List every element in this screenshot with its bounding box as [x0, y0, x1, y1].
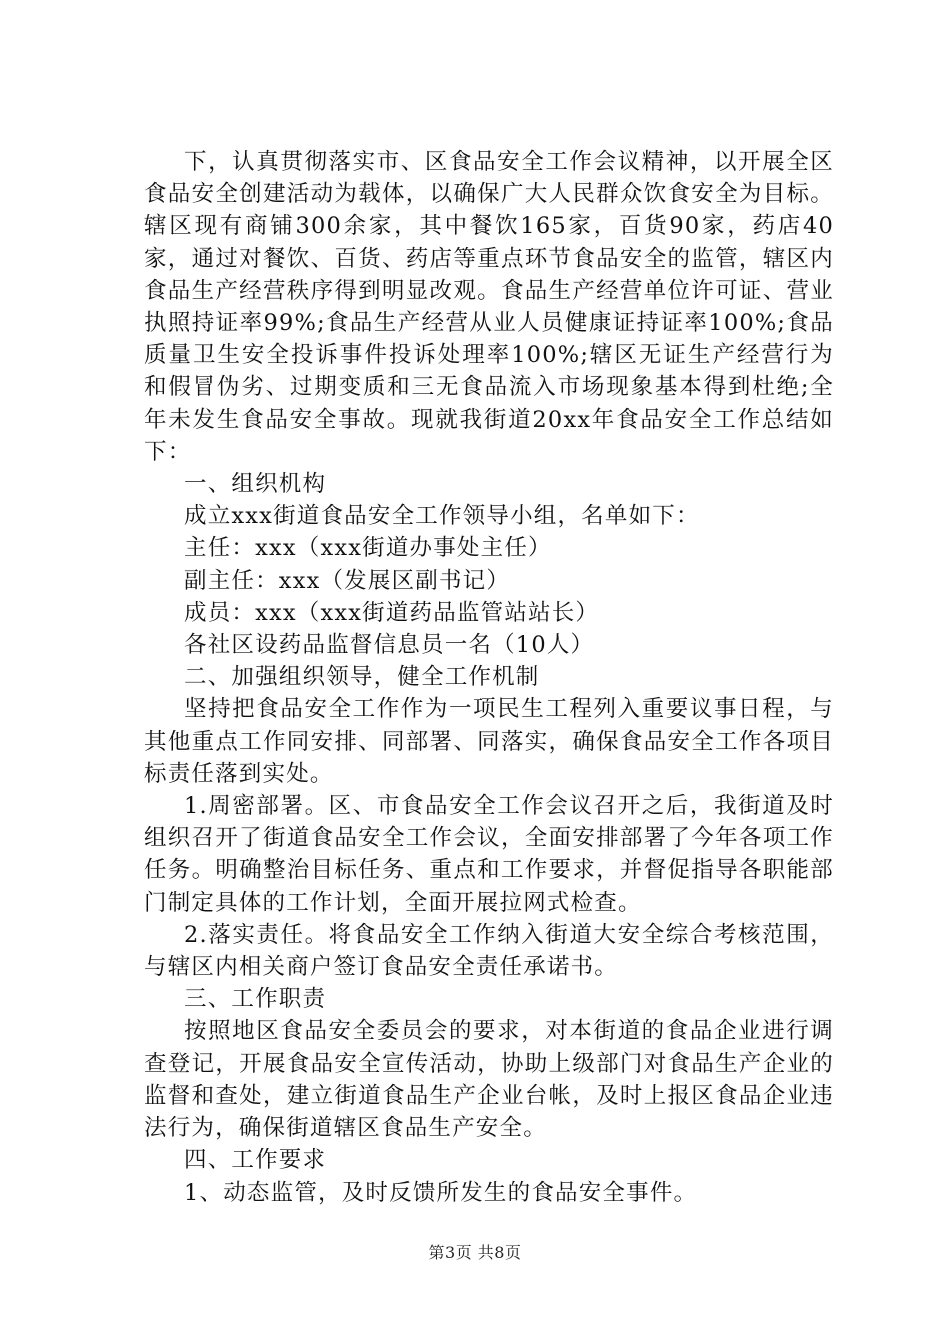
- heading-duties: 三、工作职责: [184, 986, 327, 1013]
- heading-requirements: 四、工作要求: [184, 1147, 327, 1174]
- heading-organization: 一、组织机构: [184, 471, 327, 498]
- paragraph-leading-group: 成立xxx街道食品安全工作领导小组，名单如下：: [184, 503, 700, 530]
- list-item-director: 主任：xxx（xxx街道办事处主任）: [184, 535, 552, 562]
- paragraph-responsibility: 2.落实责任。将食品安全工作纳入街道大安全综合考核范围，与辖区内相关商户签订食品安全责任承诺书。: [144, 921, 834, 981]
- paragraph-duties: 按照地区食品安全委员会的要求，对本街道的食品企业进行调查登记，开展食品安全宣传活动，协助上级部门对食品生产企业的监督和查处，建立街道食品生产企业台帐，及时上报区食品企业违法行为，确保街道辖区食品生产安全。: [144, 1018, 834, 1142]
- paragraph-agenda: 坚持把食品安全工作作为一项民生工程列入重要议事日程，与其他重点工作同安排、同部署、同落实，确保食品安全工作各项目标责任落到实处。: [144, 696, 834, 787]
- list-item-member: 成员：xxx（xxx街道药品监管站站长）: [184, 599, 600, 626]
- document-body: [144, 146, 834, 1209]
- list-item-community-info-officer: 各社区设药品监督信息员一名（10人）: [184, 632, 595, 659]
- heading-leadership-mechanism: 二、加强组织领导，健全工作机制: [184, 664, 540, 691]
- paragraph-intro-continuation: 下，认真贯彻落实市、区食品安全工作会议精神，以开展全区食品安全创建活动为载体，以确保广大人民群众饮食安全为目标。辖区现有商铺300余家，其中餐饮165家，百货90家，药店40家，通过对餐饮、百货、药店等重点环节食品安全的监管，辖区内食品生产经营秩序得到明显改观。食品生产经营单位许可证、营业执照持证率99%;食品生产经营从业人员健康证持证率100%;食品质量卫生安全投诉事件投诉处理率100%;辖区无证生产经营行为和假冒伪劣、过期变质和三无食品流入市场现象基本得到杜绝;全年未发生食品安全事故。现就我街道20xx年食品安全工作总结如下：: [144, 149, 834, 465]
- paragraph-dynamic-supervision: 1、动态监管，及时反馈所发生的食品安全事件。: [184, 1179, 698, 1206]
- paragraph-deployment: 1.周密部署。区、市食品安全工作会议召开之后，我街道及时组织召开了街道食品安全工作会议，全面安排部署了今年各项工作任务。明确整治目标任务、重点和工作要求，并督促指导各职能部门制定具体的工作计划，全面开展拉网式检查。: [144, 793, 834, 916]
- list-item-deputy-director: 副主任：xxx（发展区副书记）: [184, 567, 511, 594]
- page-number-footer: 第3页 共8页: [428, 1243, 522, 1262]
